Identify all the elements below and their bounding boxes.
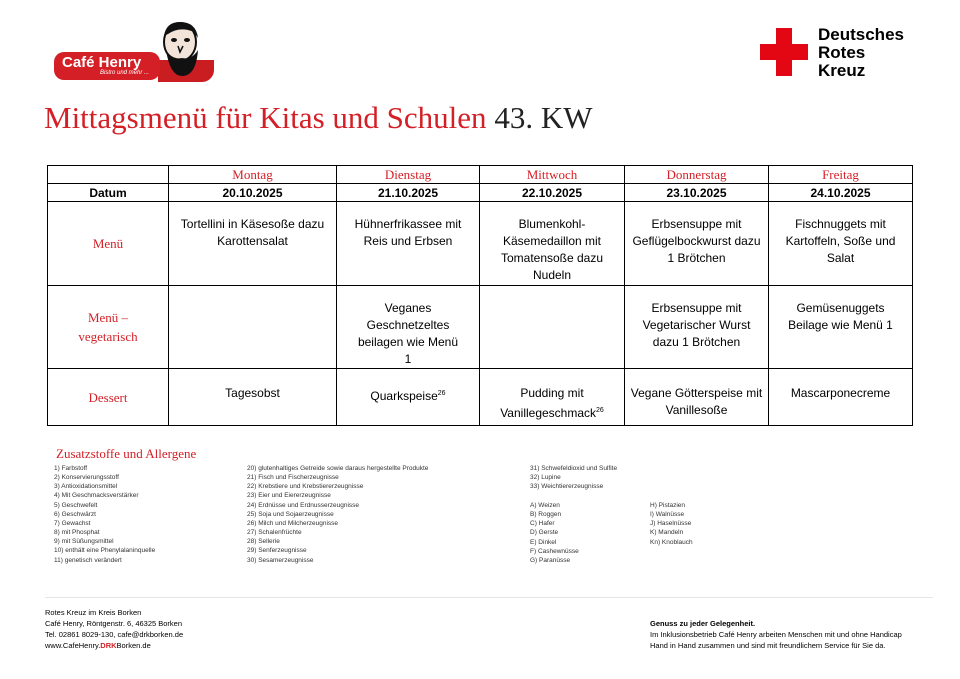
allergen-item: 29) Senferzeugnisse [247, 547, 307, 555]
allergen-item: 10) enthält eine Phenylalaninquelle [54, 547, 156, 555]
allergen-item: H) Pistazien [650, 502, 686, 509]
veg-cell: Erbsensuppe mit Vegetarischer Wurst dazu 1 Brötchen [625, 286, 769, 369]
title-text: Mittagsmenü für Kitas und Schulen [44, 100, 487, 135]
page-title [44, 100, 592, 136]
allergen-list-numbers-1 [54, 464, 155, 565]
date-cell: 22.10.2025 [480, 184, 625, 202]
drk-line-2: Rotes [818, 43, 866, 62]
day-header: Donnerstag [625, 166, 769, 184]
allergen-item: 26) Milch und Milcherzeugnisse [247, 519, 339, 527]
empty-header-cell [48, 166, 169, 184]
allergen-title: Zusatzstoffe und Allergene [56, 446, 197, 461]
henry-portrait-icon [150, 20, 214, 82]
row-label-dessert: Dessert [48, 369, 169, 426]
allergen-item: J) Haselnüsse [650, 520, 692, 528]
footer-text-1: Im Inklusionsbetrieb Café Henry arbeiten Menschen mit und ohne Handicap [650, 630, 902, 639]
day-header: Montag [169, 166, 337, 184]
allergen-item: 32) Lupine [530, 474, 561, 482]
dessert-cell: Tagesobst [169, 369, 337, 426]
allergen-item: B) Roggen [530, 511, 562, 519]
allergen-item: K) Mandeln [650, 529, 684, 537]
allergen-item: 3) Antioxidationsmittel [54, 483, 118, 491]
footer-divider [45, 597, 933, 598]
allergen-item: 4) Mit Geschmacksverstärker [54, 492, 139, 500]
allergen-item: F) Cashewnüsse [530, 547, 579, 555]
red-cross-icon [760, 28, 808, 76]
allergen-list-letters-2 [650, 501, 693, 547]
cafe-henry-logo [54, 52, 160, 80]
allergen-item: 25) Soja und Sojaerzeugnisse [247, 510, 334, 518]
allergen-item: D) Gerste [530, 529, 559, 537]
allergen-item: 7) Gewachst [54, 519, 91, 527]
date-label: Datum [48, 184, 169, 202]
row-label-menu: Menü [48, 202, 169, 286]
title-week: 43. KW [494, 100, 593, 135]
day-header-row [48, 166, 913, 184]
footer-text-2: Hand in Hand zusammen und sind mit freundlichem Service für Sie da. [650, 641, 886, 650]
allergen-item: E) Dinkel [530, 538, 557, 546]
dessert-cell: Quarkspeise$^{26}$ [337, 369, 480, 426]
allergen-item: 2) Konservierungsstoff [54, 474, 119, 482]
veg-cell [169, 286, 337, 369]
date-cell: 21.10.2025 [337, 184, 480, 202]
date-cell: 23.10.2025 [625, 184, 769, 202]
allergen-item: A) Weizen [530, 502, 560, 509]
allergen-item: 9) mit Süßungsmittel [54, 538, 114, 546]
footer-slogan-block [650, 618, 902, 651]
footer-street: Café Henry, Röntgenstr. 6, 46325 Borken [45, 619, 183, 628]
menu-row [48, 202, 913, 286]
menu-cell: Erbsensuppe mit Geflügelbockwurst dazu 1 Brötchen [625, 202, 769, 286]
day-header: Mittwoch [480, 166, 625, 184]
date-cell: 20.10.2025 [169, 184, 337, 202]
drk-logo-text [818, 26, 904, 80]
allergen-list-letters-1 [530, 501, 579, 565]
logo-subtitle: Bistro und mehr ... [100, 70, 150, 76]
allergen-item: 28) Sellerie [247, 538, 280, 546]
allergen-item: 24) Erdnüsse und Erdnusserzeugnisse [247, 501, 360, 509]
allergen-item: 21) Fisch und Fischerzeugnisse [247, 474, 339, 482]
drk-line-3: Kreuz [818, 61, 866, 80]
allergen-item: 11) genetisch verändert [54, 556, 122, 564]
allergen-item: 22) Krebstiere und Krebstiererzeugnisse [247, 483, 364, 491]
allergen-item: 31) Schwefeldioxid und Sulfite [530, 465, 618, 472]
footer-slogan: Genuss zu jeder Gelegenheit. [650, 619, 756, 628]
allergen-list-numbers-3 [530, 464, 617, 491]
allergen-item: 20) glutenhaltiges Getreide sowie daraus hergestellte Produkte [247, 465, 429, 472]
dessert-cell: Vegane Götterspeise mit Vanillesoße [625, 369, 769, 426]
dessert-cell: Pudding mit Vanillegeschmack$^{26}$ [480, 369, 625, 426]
allergen-item: 33) Weichtiererzeugnisse [530, 483, 604, 491]
allergen-item: 1) Farbstoff [54, 465, 88, 472]
allergen-item: Kn) Knoblauch [650, 538, 693, 546]
menu-cell: Hühnerfrikassee mit Reis und Erbsen [337, 202, 480, 286]
veg-cell [480, 286, 625, 369]
row-label-vegetarian: Menü – vegetarisch [48, 286, 169, 369]
veg-cell: Veganes Geschnetzeltes beilagen wie Menü 1 [337, 286, 480, 369]
day-header: Dienstag [337, 166, 480, 184]
allergen-item: 27) Schalenfrüchte [247, 529, 302, 537]
menu-cell: Fischnuggets mit Kartoffeln, Soße und Salat [769, 202, 913, 286]
allergen-list-numbers-2 [247, 464, 428, 565]
date-row [48, 184, 913, 202]
allergen-item: C) Hafer [530, 520, 555, 528]
footer-website[interactable]: www.CafeHenry.DRKBorken.de [45, 641, 151, 650]
footer-org: Rotes Kreuz im Kreis Borken [45, 608, 142, 617]
drk-line-1: Deutsches [818, 25, 904, 44]
footer-address [45, 607, 183, 651]
logo-name: Café Henry [62, 54, 142, 71]
dessert-row [48, 369, 913, 426]
veg-cell: Gemüsenuggets Beilage wie Menü 1 [769, 286, 913, 369]
vegetarian-row [48, 286, 913, 369]
allergen-item: 6) Geschwärzt [54, 510, 96, 518]
allergen-item: I) Walnüsse [650, 511, 685, 519]
day-header: Freitag [769, 166, 913, 184]
allergen-item: G) Paranüsse [530, 556, 571, 564]
menu-cell: Tortellini in Käsesoße dazu Karottensalat [169, 202, 337, 286]
dessert-cell: Mascarponecreme [769, 369, 913, 426]
date-cell: 24.10.2025 [769, 184, 913, 202]
menu-cell: Blumenkohl-Käsemedaillon mit Tomatensoße dazu Nudeln [480, 202, 625, 286]
allergen-item: 8) mit Phosphat [54, 529, 100, 537]
footer-contact: Tel. 02861 8029-130, cafe@drkborken.de [45, 630, 184, 639]
menu-table [47, 165, 913, 426]
allergen-item: 23) Eier und Eiererzeugnisse [247, 492, 331, 500]
allergen-item: 30) Sesamerzeugnisse [247, 556, 314, 564]
allergen-item: 5) Geschwefelt [54, 501, 98, 509]
